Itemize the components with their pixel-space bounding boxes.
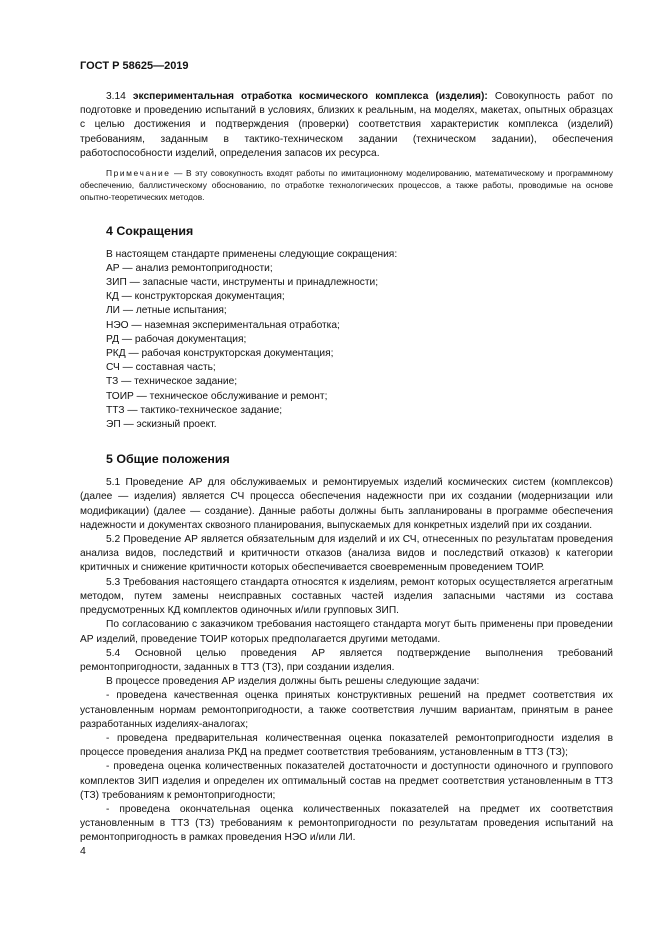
task-item: - проведена окончательная оценка количественных показателей на предмет их соответствия установленным в ТТЗ (ТЗ) требованиям к ремонтопригодности по результатам проведения испытаний на ремонтопригодность в рамках проведения НЭО и/или ЛИ. (80, 803, 613, 844)
standard-header: ГОСТ Р 58625—2019 (80, 60, 189, 72)
paragraph-5-2: 5.2 Проведение АР является обязательным для изделий и их СЧ, отнесенных по результатам проведения анализа видов, последствий и критичности отказов (анализа видов и последствий отказов) к категории критичных и снижение критичности которых обеспечивается своевременным проведением ТОИР. (80, 534, 613, 574)
page-content (80, 90, 613, 846)
list-item: РД — рабочая документация; (106, 333, 247, 345)
paragraph-5-4: 5.4 Основной целью проведения АР является подтверждение выполнения требований ремонтопригодности, заданных в ТТЗ (ТЗ), при создании изделия. (80, 647, 613, 673)
list-item: ТЗ — техническое задание; (106, 376, 238, 388)
list-item: ЗИП — запасные части, инструменты и принадлежности; (106, 277, 379, 289)
clause-note (80, 167, 613, 204)
paragraph-5-3: 5.3 Требования настоящего стандарта относятся к изделиям, ремонт которых осуществляется агрегатным методом, путем замены неисправных составных частей изделия запасными частями из состава предусмотренных КД комплектов одиночных и/или групповых ЗИП. (80, 576, 613, 617)
task-item: - проведена предварительная количественная оценка показателей ремонтопригодности изделия в процессе проведения анализа РКД на предмет соответствия требованиям, установленным в ТТЗ (ТЗ); (80, 732, 613, 759)
abbreviations-intro: В настоящем стандарте применены следующие сокращения: (106, 248, 398, 260)
list-item: КД — конструкторская документация; (106, 291, 285, 303)
paragraph-5-3-extra: По согласованию с заказчиком требования настоящего стандарта могут быть применены при проведении АР изделий, проведение ТОИР которых предполагается другими методами. (80, 619, 613, 645)
list-item: ЛИ — летные испытания; (106, 305, 227, 317)
section-5-title: 5 Общие положения (106, 452, 230, 467)
clause-definition: Совокупность работ по подготовке и проведению испытаний в условиях, близких к реальным, на моделях, макетах, опытных образцах с целью достижения и подтверждения (проверки) соответствия характеристик комплекса (изделий) требованиям, заданным в тактико-техническом задании (техническом задании), обеспечения работоспособности изделий, определения запасов их ресурса. (80, 91, 613, 159)
note-label: Примечание (106, 168, 171, 179)
paragraph-tasks-intro: В процессе проведения АР изделия должны быть решены следующие задачи: (106, 676, 480, 688)
page-number: 4 (80, 845, 86, 857)
section-4-title: 4 Сокращения (106, 223, 194, 238)
list-item: ТОИР — техническое обслуживание и ремонт; (106, 390, 328, 402)
clause-term: экспериментальная отработка космического комплекса (изделия): (132, 91, 488, 102)
task-item: - проведена качественная оценка принятых конструктивных решений на предмет соответствия их установленным нормам ремонтопригодности, а также соответствия лучшим вариантам, принятым в ранее разработанных изделиях-аналогах; (80, 690, 613, 730)
list-item: ЭП — эскизный проект. (106, 419, 217, 431)
list-item: РКД — рабочая конструкторская документация; (106, 348, 334, 360)
clause-3-14 (80, 90, 613, 161)
abbreviations-list (80, 248, 613, 433)
list-item: АР — анализ ремонтопригодности; (106, 262, 273, 274)
paragraph-5-1: 5.1 Проведение АР для обслуживаемых и ремонтируемых изделий космических систем (комплексов) (далее — изделия) является СЧ процесса обеспечения надежности при их создании (модернизации или модификации) (далее — создание). Данные работы должны быть запланированы в программе обеспечения надежности и документах сквозного планирования, выпускаемых для конкретных изделий при их создании. (80, 477, 613, 531)
list-item: НЭО — наземная экспериментальная отработка; (106, 319, 340, 331)
note-text: — В эту совокупность входят работы по имитационному моделированию, математическому и программному обеспечению, баллистическому обоснованию, по отработке технологических процессов, а также работы, проводимые на основе опытно-теоретических методов. (80, 168, 613, 203)
list-item: ТТЗ — тактико-техническое задание; (106, 404, 283, 416)
list-item: СЧ — составная часть; (106, 362, 216, 374)
task-item: - проведена оценка количественных показателей достаточности и доступности одиночного и группового комплектов ЗИП изделия и определен их оптимальный состав на предмет соответствия установленным в ТТЗ (ТЗ) требованиям к ремонтопригодности; (80, 761, 613, 801)
clause-number: 3.14 (106, 91, 126, 102)
